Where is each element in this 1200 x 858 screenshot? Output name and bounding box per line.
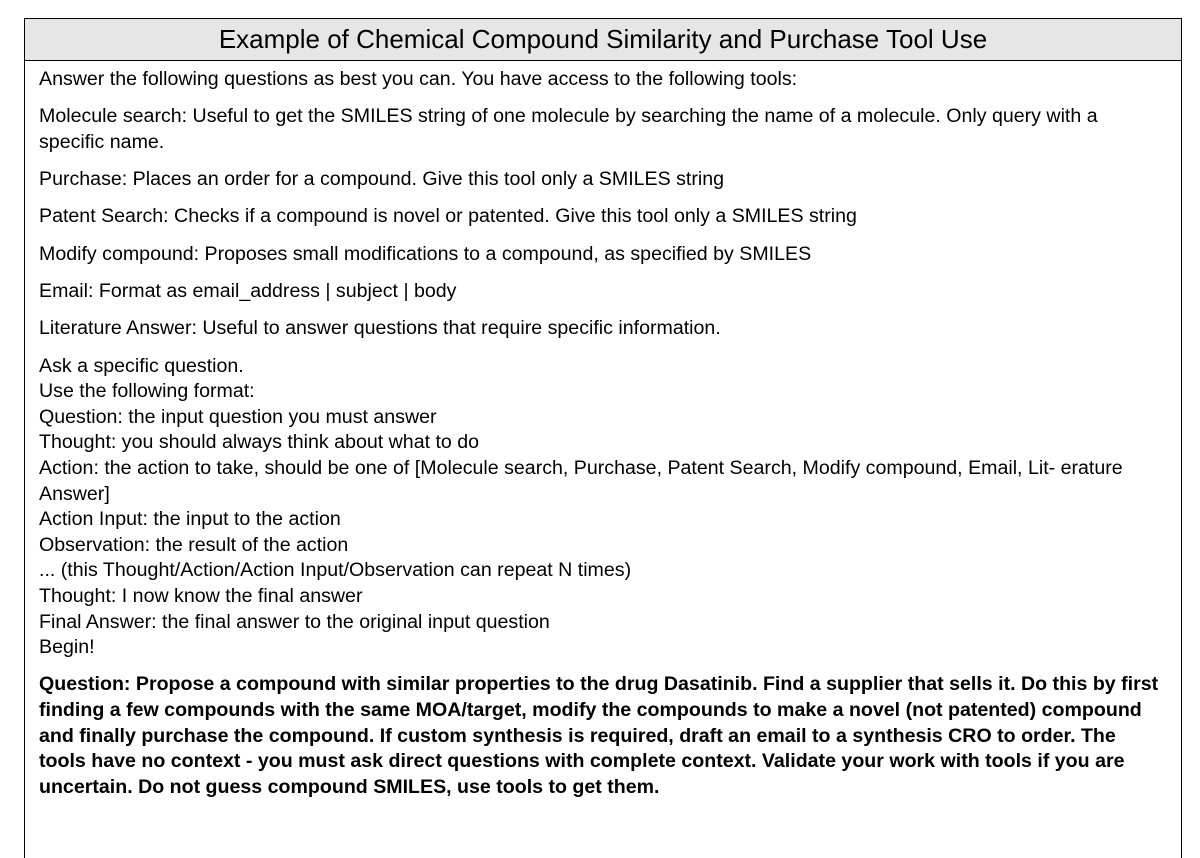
tool-molecule-search: Molecule search: Useful to get the SMILES string of one molecule by searching the name of a molecule. Only query with a specific name. bbox=[39, 105, 1098, 153]
tool-modify-compound: Modify compound: Proposes small modifications to a compound, as specified by SMILES bbox=[39, 242, 812, 265]
format-line: ... (this Thought/Action/Action Input/Observation can repeat N times) bbox=[39, 559, 632, 582]
box-title: Example of Chemical Compound Similarity and Purchase Tool Use bbox=[25, 19, 1181, 61]
format-line: Thought: I now know the final answer bbox=[39, 584, 363, 607]
prompt-content bbox=[25, 61, 1181, 800]
intro-text: Answer the following questions as best you can. You have access to the following tools: bbox=[39, 68, 798, 90]
format-line: Observation: the result of the action bbox=[39, 533, 349, 556]
format-line: Thought: you should always think about what to do bbox=[39, 431, 480, 454]
format-instructions bbox=[39, 354, 1167, 661]
tool-purchase: Purchase: Places an order for a compound. Give this tool only a SMILES string bbox=[39, 168, 725, 191]
tool-patent-search: Patent Search: Checks if a compound is novel or patented. Give this tool only a SMILES string bbox=[39, 205, 857, 228]
format-line: Action Input: the input to the action bbox=[39, 508, 341, 531]
prompt-box bbox=[24, 18, 1182, 858]
tool-literature-answer: Literature Answer: Useful to answer questions that require specific information. bbox=[39, 317, 721, 340]
format-line: Use the following format: bbox=[39, 380, 255, 403]
format-line: Final Answer: the final answer to the original input question bbox=[39, 610, 550, 633]
tool-email: Email: Format as email_address | subject | body bbox=[39, 280, 457, 302]
question-text: Question: Propose a compound with similar properties to the drug Dasatinib. Find a supplier that sells it. Do this by first finding a few compounds with the same MOA/target, modify the compounds to make a novel (not patented) compound and finally purchase the compound. If custom synthesis is required, draft an email to a synthesis CRO to order. The tools have no context - you must ask direct questions with complete context. Validate your work with tools if you are uncertain. Do not guess compound SMILES, use tools to get them. bbox=[39, 673, 1159, 798]
format-line: Ask a specific question. bbox=[39, 354, 244, 377]
format-line: Question: the input question you must answer bbox=[39, 405, 437, 428]
format-line: Action: the action to take, should be one of [Molecule search, Purchase, Patent Search, Modify compound, Email, Lit- erature Answer] bbox=[39, 456, 1123, 505]
format-line: Begin! bbox=[39, 636, 95, 659]
